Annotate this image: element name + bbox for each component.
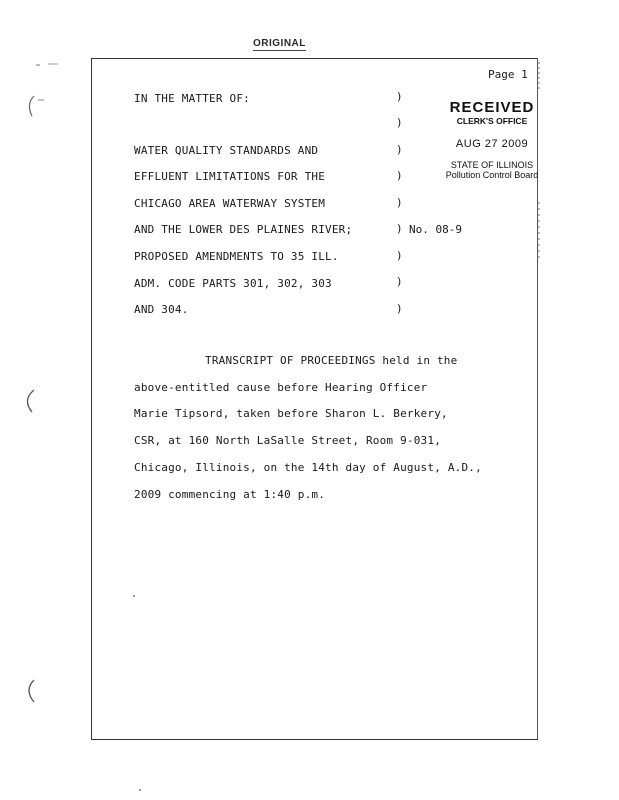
caption-line: ADM. CODE PARTS 301, 302, 303 bbox=[134, 277, 332, 290]
received-stamp-state: STATE OF ILLINOIS bbox=[450, 160, 534, 170]
received-stamp-board: Pollution Control Board bbox=[445, 170, 539, 180]
binder-hole-mark bbox=[20, 92, 50, 122]
body-line: Chicago, Illinois, on the 14th day of August, A.D., bbox=[134, 461, 482, 474]
caption-line: PROPOSED AMENDMENTS TO 35 ILL. bbox=[134, 250, 339, 263]
caption-paren: ) bbox=[396, 169, 403, 182]
caption-paren: ) bbox=[396, 302, 403, 315]
binder-hole-mark bbox=[18, 676, 42, 706]
caption-line: IN THE MATTER OF: bbox=[134, 92, 250, 105]
page-border-left bbox=[91, 58, 92, 740]
scan-speck bbox=[130, 592, 138, 600]
caption-paren: ) bbox=[396, 222, 403, 235]
caption-paren: ) bbox=[396, 196, 403, 209]
body-line: CSR, at 160 North LaSalle Street, Room 9-031, bbox=[134, 434, 442, 447]
caption-paren: ) bbox=[396, 143, 403, 156]
scan-speck bbox=[136, 786, 144, 794]
received-stamp bbox=[436, 100, 548, 180]
caption-paren: ) bbox=[396, 275, 403, 288]
scan-edge-marks bbox=[536, 62, 542, 262]
received-stamp-title: RECEIVED bbox=[449, 99, 535, 116]
caption-line: WATER QUALITY STANDARDS AND bbox=[134, 144, 319, 157]
caption-paren: ) bbox=[396, 90, 403, 103]
body-line: TRANSCRIPT OF PROCEEDINGS held in the bbox=[205, 354, 458, 367]
caption-line: CHICAGO AREA WATERWAY SYSTEM bbox=[134, 197, 326, 210]
received-stamp-date: AUG 27 2009 bbox=[455, 138, 529, 150]
received-stamp-office: CLERK'S OFFICE bbox=[456, 116, 528, 126]
caption-paren: ) bbox=[396, 249, 403, 262]
page-border-top bbox=[92, 58, 538, 59]
body-line: above-entitled cause before Hearing Officer bbox=[134, 381, 428, 394]
scan-smudge bbox=[34, 60, 64, 70]
page-number: Page 1 bbox=[488, 68, 528, 81]
body-line: 2009 commencing at 1:40 p.m. bbox=[134, 488, 326, 501]
body-line: Marie Tipsord, taken before Sharon L. Berkery, bbox=[134, 407, 448, 420]
page-border-bottom bbox=[91, 739, 538, 740]
original-stamp: ORIGINAL bbox=[253, 38, 306, 49]
caption-line: AND THE LOWER DES PLAINES RIVER; bbox=[134, 223, 353, 236]
caption-line: EFFLUENT LIMITATIONS FOR THE bbox=[134, 170, 326, 183]
caption-paren: ) bbox=[396, 116, 403, 129]
binder-hole-mark bbox=[18, 386, 42, 416]
docket-number: No. 08-9 bbox=[409, 223, 462, 236]
caption-line: AND 304. bbox=[134, 303, 189, 316]
